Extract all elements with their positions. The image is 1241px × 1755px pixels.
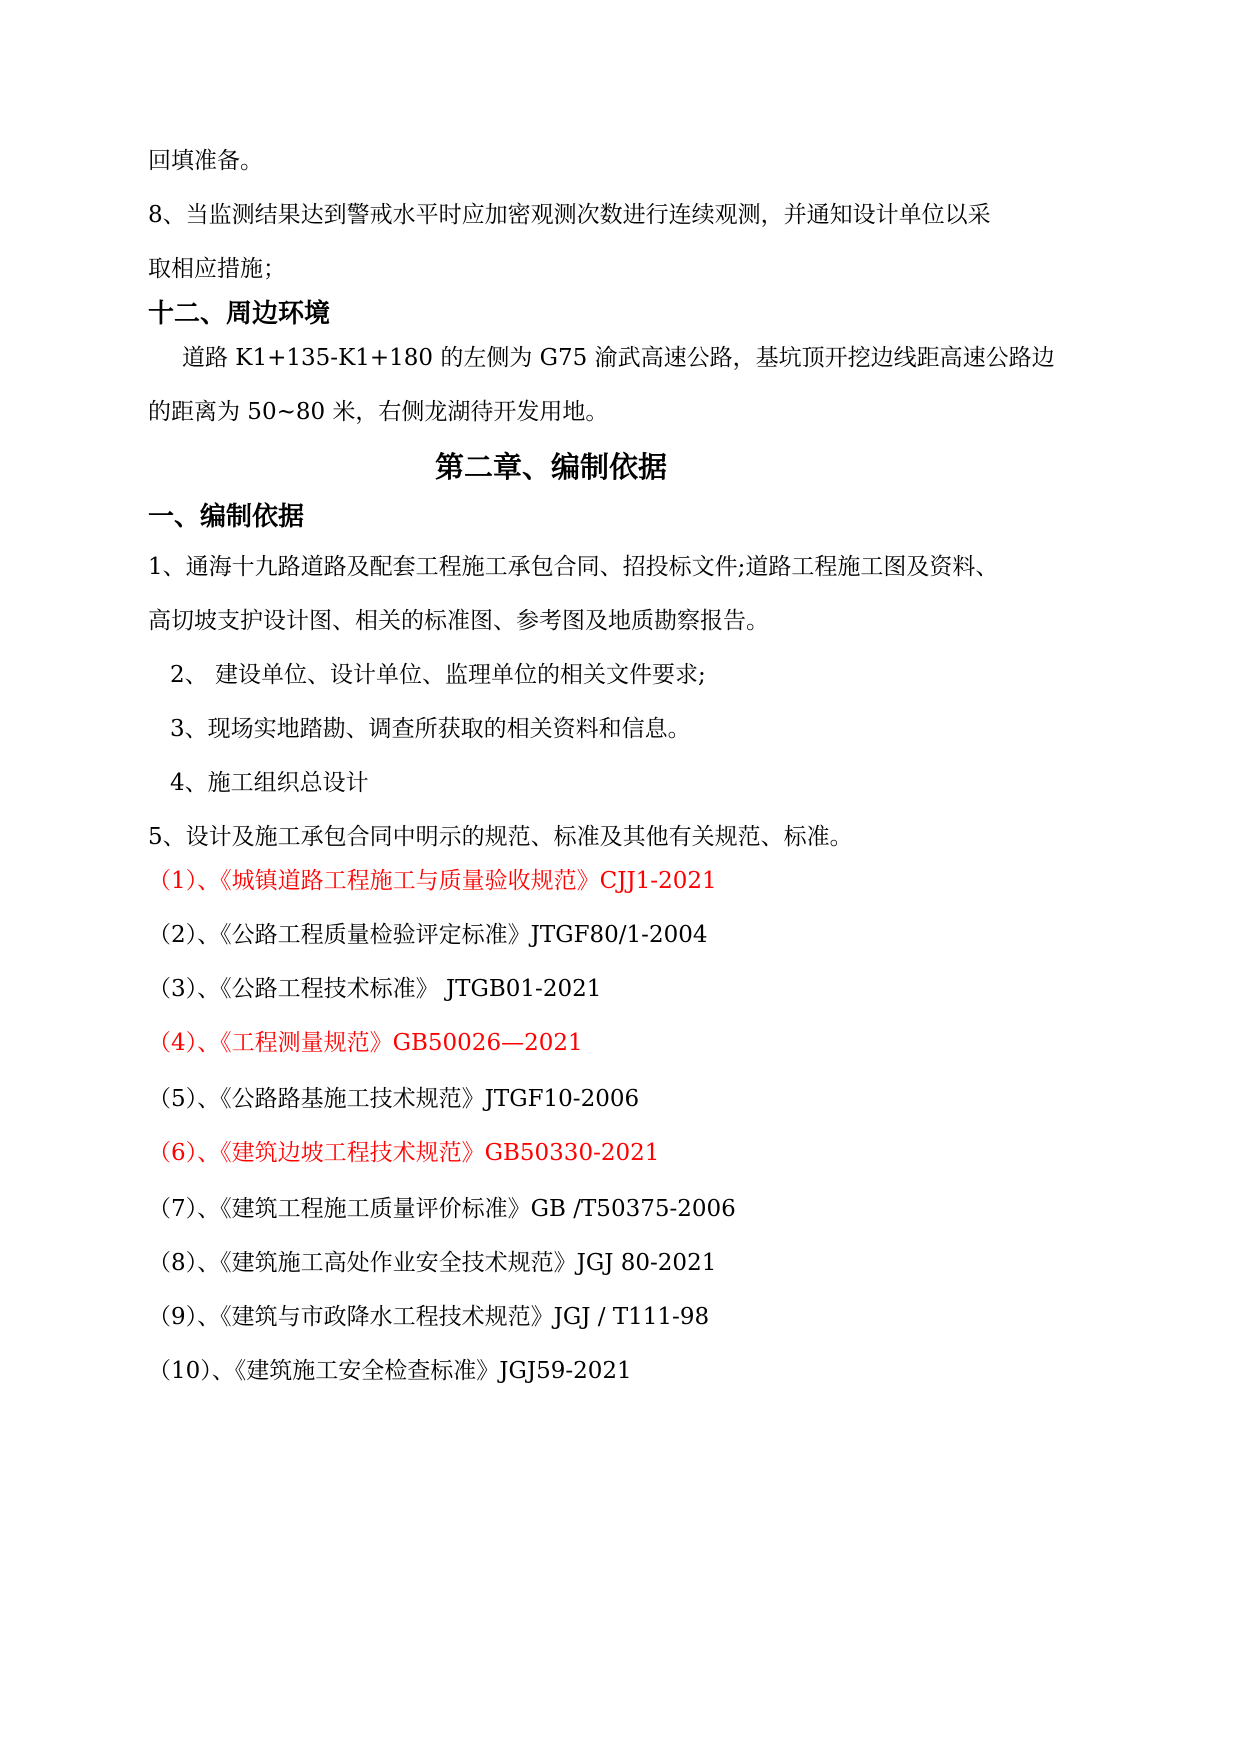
paragraph-line: 道路 K1+135-K1+180 的左侧为 G75 渝武高速公路，基坑顶开挖边线距高速公路边 bbox=[182, 345, 1055, 371]
standard-item: （9）、《建筑与市政降水工程技术规范》JGJ / T111-98 bbox=[148, 1304, 710, 1330]
paragraph-line: 取相应措施； bbox=[148, 256, 286, 282]
standard-item: （7）、《建筑工程施工质量评价标准》GB /T50375-2006 bbox=[148, 1196, 736, 1222]
list-item: 2、 建设单位、设计单位、监理单位的相关文件要求; bbox=[170, 662, 706, 688]
list-item-continuation: 高切坡支护设计图、相关的标准图、参考图及地质勘察报告。 bbox=[148, 608, 769, 634]
paragraph-line: 8、当监测结果达到警戒水平时应加密观测次数进行连续观测，并通知设计单位以采 bbox=[148, 202, 991, 228]
paragraph-continuation: 回填准备。 bbox=[148, 148, 263, 174]
list-item: 5、设计及施工承包合同中明示的规范、标准及其他有关规范、标准。 bbox=[148, 824, 853, 850]
chapter-title: 第二章、编制依据 bbox=[435, 450, 668, 484]
list-item: 4、施工组织总设计 bbox=[170, 770, 369, 796]
standard-item: （2）、《公路工程质量检验评定标准》JTGF80/1-2004 bbox=[148, 922, 708, 948]
standard-item: （10）、《建筑施工安全检查标准》JGJ59-2021 bbox=[148, 1358, 632, 1384]
section-heading-basis: 一、编制依据 bbox=[148, 502, 305, 532]
standard-item: （8）、《建筑施工高处作业安全技术规范》JGJ 80-2021 bbox=[148, 1250, 717, 1276]
standard-item: （3）、《公路工程技术标准》 JTGB01-2021 bbox=[148, 976, 602, 1002]
standard-item: （1）、《城镇道路工程施工与质量验收规范》CJJ1-2021 bbox=[148, 868, 717, 894]
section-heading-surroundings: 十二、周边环境 bbox=[148, 299, 331, 329]
standard-item: （4）、《工程测量规范》GB50026—2021 bbox=[148, 1030, 583, 1056]
paragraph-line: 的距离为 50~80 米，右侧龙湖待开发用地。 bbox=[148, 399, 609, 425]
standard-item: （6）、《建筑边坡工程技术规范》GB50330-2021 bbox=[148, 1140, 660, 1166]
list-item: 3、现场实地踏勘、调查所获取的相关资料和信息。 bbox=[170, 716, 691, 742]
list-item: 1、通海十九路道路及配套工程施工承包合同、招投标文件;道路工程施工图及资料、 bbox=[148, 554, 999, 580]
standard-item: （5）、《公路路基施工技术规范》JTGF10-2006 bbox=[148, 1086, 640, 1112]
